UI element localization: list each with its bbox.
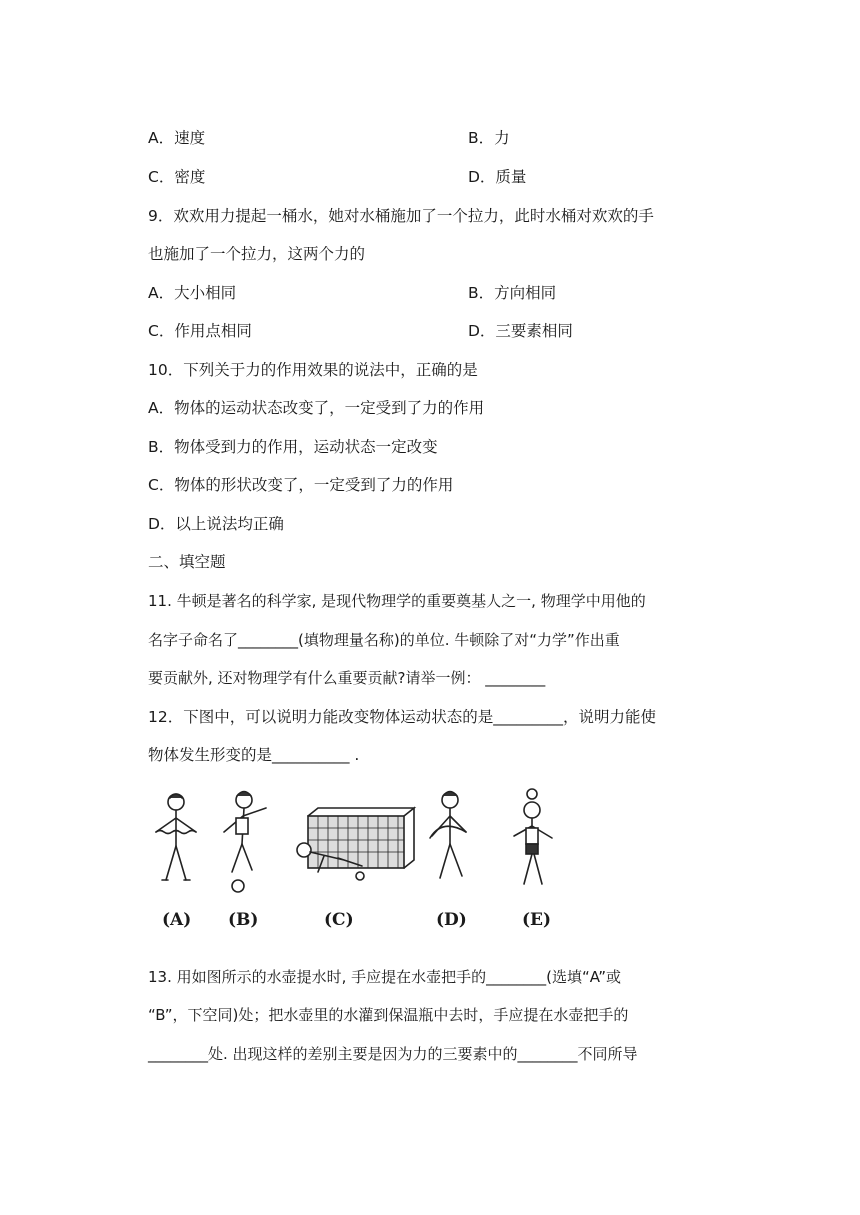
q9-option-b: B．方向相同 xyxy=(468,284,557,302)
figure-b-ball-drop xyxy=(224,792,266,893)
q10-option-a: A．物体的运动状态改变了，一定受到了力的作用 xyxy=(148,399,485,417)
figure-illustrations xyxy=(148,788,588,908)
q10-option-c: C．物体的形状改变了，一定受到了力的作用 xyxy=(148,476,454,494)
q8-options-row1 xyxy=(148,128,510,148)
q12-line2: 物体发生形变的是__________ . xyxy=(148,746,360,764)
q9-option-a: A．大小相同 xyxy=(148,284,237,302)
q13-line1: 13. 用如图所示的水壶提水时, 手应提在水壶把手的________(选填“A”或 xyxy=(148,968,621,986)
figure-a-spring-stretch xyxy=(156,794,196,880)
figure-c-goalkeeper xyxy=(297,808,414,880)
q9-stem-line1: 9．欢欢用力提起一桶水，她对水桶施加了一个拉力，此时水桶对欢欢的手 xyxy=(148,207,654,225)
figure-label-e: (E) xyxy=(522,910,552,930)
figure-label-c: (C) xyxy=(324,910,354,930)
q10-stem: 10．下列关于力的作用效果的说法中，正确的是 xyxy=(148,361,478,379)
q11-line2: 名字子命名了________(填物理量名称)的单位. 牛顿除了对“力学”作出重 xyxy=(148,631,620,649)
q8-option-d: D．质量 xyxy=(468,168,527,186)
q12-line1: 12．下图中，可以说明力能改变物体运动状态的是_________，说明力能使 xyxy=(148,708,656,726)
q8-option-a: A．速度 xyxy=(148,129,206,147)
section-title-fill-in: 二、填空题 xyxy=(148,553,226,571)
q10-option-d: D．以上说法均正确 xyxy=(148,515,284,533)
q9-options-row2 xyxy=(148,321,573,341)
figure-label-b: (B) xyxy=(228,910,259,930)
force-effects-figure xyxy=(148,788,588,938)
q11-line3: 要贡献外, 还对物理学有什么重要贡献?请举一例： ________ xyxy=(148,669,546,687)
q13-line3: ________处. 出现这样的差别主要是因为力的三要素中的________不同所导 xyxy=(148,1045,638,1063)
q8-option-c: C．密度 xyxy=(148,168,206,186)
figure-d-bow-bend xyxy=(430,792,466,879)
q9-stem-line2: 也施加了一个拉力，这两个力的 xyxy=(148,245,366,263)
figure-label-d: (D) xyxy=(436,910,467,930)
q9-option-c: C．作用点相同 xyxy=(148,322,252,340)
q8-options-row2 xyxy=(148,167,527,187)
q11-line1: 11. 牛顿是著名的科学家, 是现代物理学的重要奠基人之一, 物理学中用他的 xyxy=(148,592,646,610)
q9-option-d: D．三要素相同 xyxy=(468,322,573,340)
q8-option-b: B．力 xyxy=(468,129,510,147)
q9-options-row1 xyxy=(148,283,557,303)
q10-option-b: B．物体受到力的作用，运动状态一定改变 xyxy=(148,438,438,456)
q13-line2: “B”，下空同)处；把水壶里的水灌到保温瓶中去时，手应提在水壶把手的 xyxy=(148,1006,629,1024)
figure-label-a: (A) xyxy=(162,910,192,930)
figure-e-ball-header xyxy=(514,789,552,884)
